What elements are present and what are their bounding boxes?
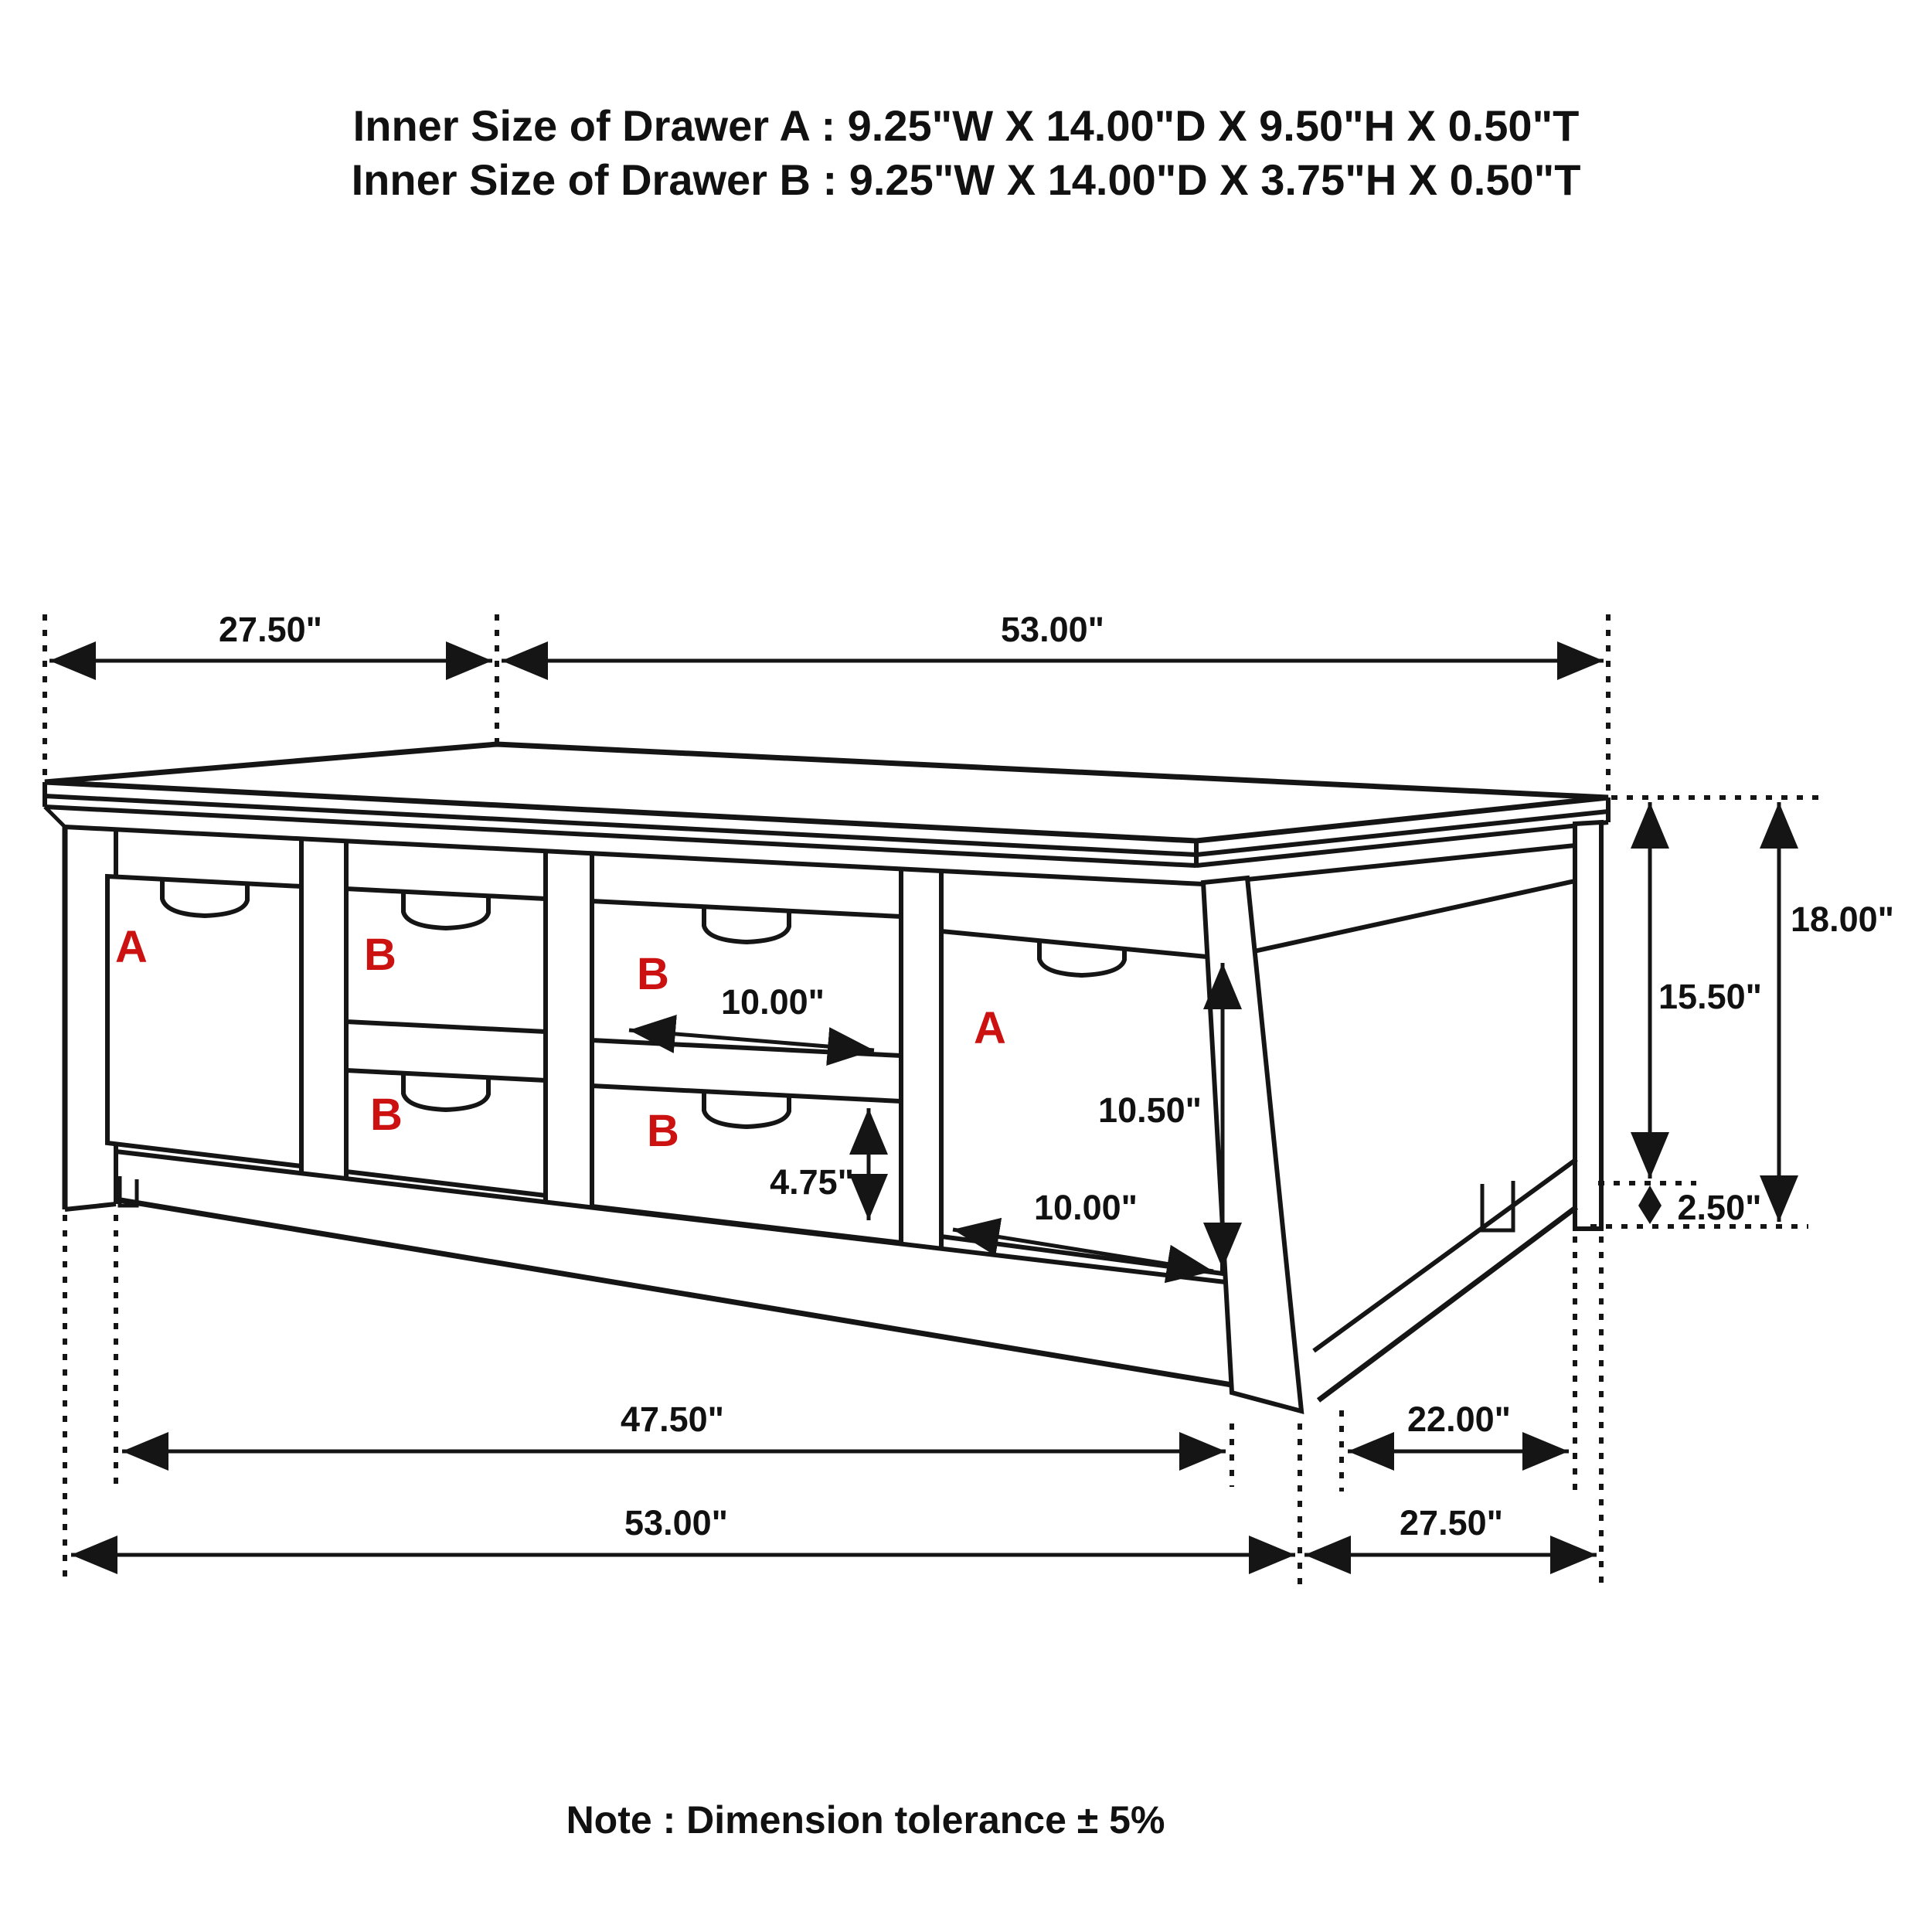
title-line-2: Inner Size of Drawer B : 9.25"W X 14.00"D X 3.75"H X 0.50"T (351, 155, 1581, 204)
dim-label-bottom-length: 53.00" (624, 1503, 728, 1543)
label-drawer-b-bottom-left: B (370, 1090, 403, 1140)
dim-label-top-depth: 27.50" (219, 610, 322, 649)
back-right-leg (1575, 822, 1601, 1229)
title-line-1: Inner Size of Drawer A : 9.25"W X 14.00"D X 9.50"H X 0.50"T (352, 101, 1580, 150)
dim-label-b-width: 10.00" (721, 982, 825, 1022)
dim-label-top-length: 53.00" (1001, 610, 1104, 649)
dim-label-inner-length: 47.50" (621, 1400, 724, 1439)
dim-label-body-height: 15.50" (1658, 977, 1762, 1016)
drawer-a-left (107, 876, 301, 1166)
tolerance-note: Note : Dimension tolerance ± 5% (566, 1798, 1165, 1842)
dim-label-inner-depth: 22.00" (1407, 1400, 1511, 1439)
label-drawer-a-left: A (115, 922, 148, 972)
dim-label-a-height: 10.50" (1098, 1090, 1202, 1130)
dim-label-b-height: 4.75" (770, 1162, 854, 1202)
label-drawer-a-right: A (974, 1003, 1006, 1053)
dim-label-leg-clearance: 2.50" (1677, 1188, 1762, 1227)
dim-label-a-width: 10.00" (1034, 1188, 1138, 1227)
dim-label-total-height: 18.00" (1791, 900, 1894, 939)
label-drawer-b-top-mid: B (637, 949, 669, 999)
label-drawer-b-top-left: B (364, 930, 396, 980)
label-drawer-b-bottom-mid: B (647, 1106, 679, 1156)
dim-label-bottom-depth: 27.50" (1400, 1503, 1503, 1543)
